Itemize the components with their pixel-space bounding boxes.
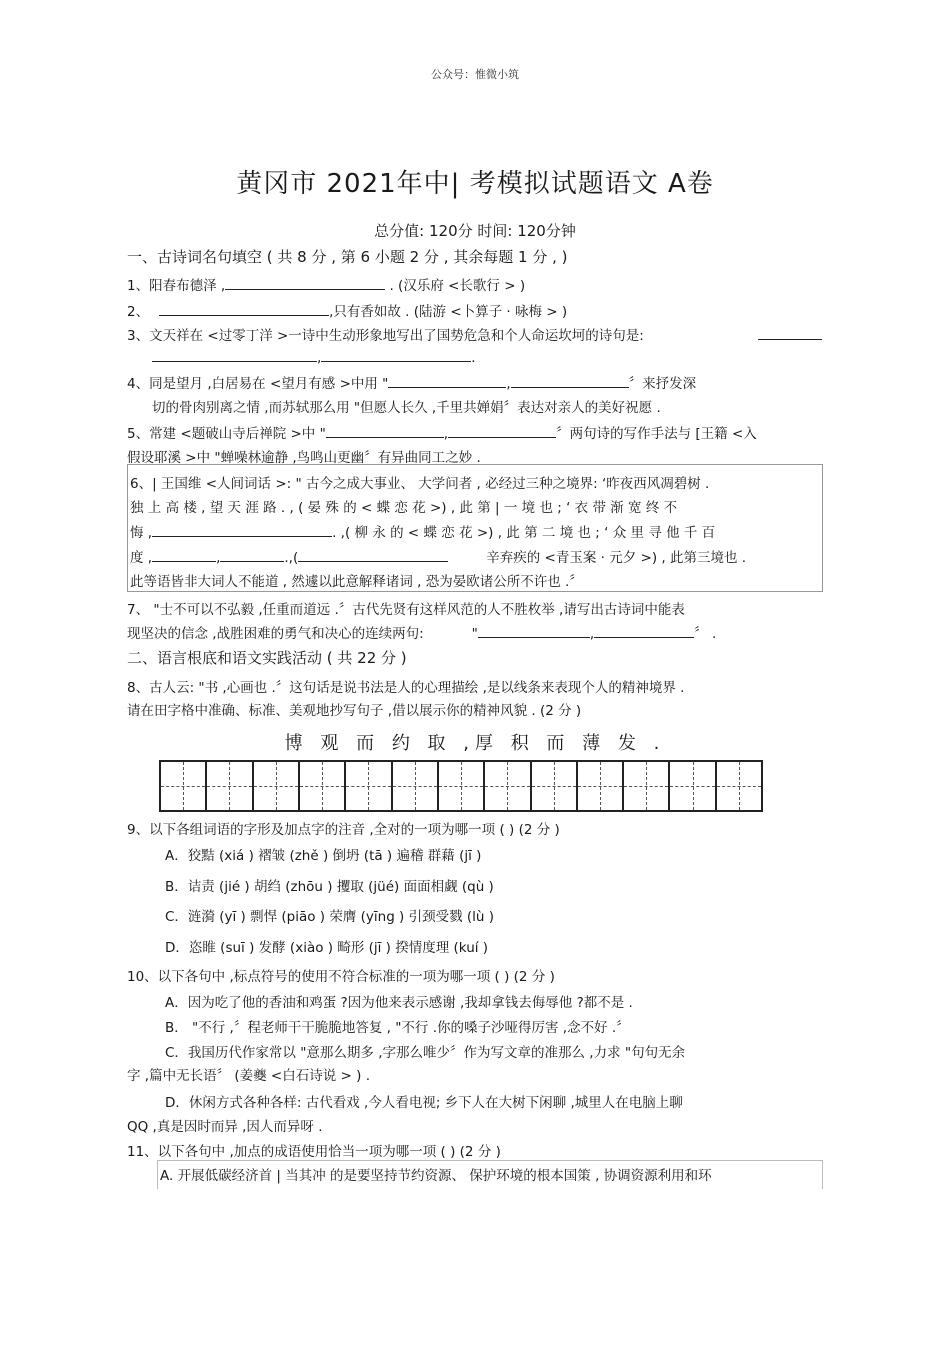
question-7-line-1: 7、 "士不可以不弘毅 ,任重而道远 .〞古代先贤有这样风范的人不胜枚举 ,请写出古诗词中能表 [127,602,685,618]
q7-quote-open: " [471,626,478,642]
question-5-line-1 [127,422,757,442]
q7-answer-blank-2[interactable] [594,624,694,638]
q6-answer-blank-1[interactable] [152,523,332,537]
section-heading-2: 二、语言根底和语文实践活动 ( 共 22 分 ) [127,649,407,667]
q5-answer-blank-1[interactable] [326,424,444,438]
q2-text-b: ,只有香如故 . (陆游 <卜算子 · 咏梅 > ) [329,304,568,320]
question-3-line-2 [152,348,476,366]
q10-option-c-line-2: 字 ,篇中无长语〞 (姜夔 <白石诗说 > ) . [127,1068,370,1084]
q5-text-c: 〞两句诗的写作手法与 [王籍 <入 [556,426,757,442]
q4-answer-blank-2[interactable] [511,374,629,388]
header-text: 公众号：惟微小筑 [431,68,519,81]
grid-cell[interactable] [530,762,576,810]
question-11-stem: 11、以下各句中 ,加点的成语使用恰当一项为哪一项 ( ) (2 分 ) [127,1144,501,1160]
grid-cell[interactable] [668,762,714,810]
q4-text-c: 〞来抒发深 [628,376,697,392]
question-6-line-4 [130,546,746,566]
q3-period: . [471,350,476,366]
q10-option-d-line-2: QQ ,真是因时而异 ,因人而异呀 . [127,1119,323,1135]
grid-cell[interactable] [161,762,205,810]
question-6-line-3 [130,521,715,541]
q10-option-a[interactable]: A．因为吃了他的香油和鸡蛋 ?因为他来表示感谢 ,我却拿钱去侮辱他 ?都不是 . [165,995,633,1011]
q4-comma: , [506,376,511,392]
q3-answer-blank-3[interactable] [321,348,471,362]
question-5-line-2: 假设耶溪 >中 "蝉噪林逾静 ,鸟鸣山更幽〞有异曲同工之妙 . [127,450,481,466]
question-3-line-1 [127,324,644,344]
grid-cell[interactable] [391,762,437,810]
page-subtitle: 总分值: 120分 时间: 120分钟 [374,222,576,240]
q9-option-b[interactable]: B．诘责 (jié ) 胡绉 (zhōu ) 攫取 (jüé) 面面相觑 (qù ) [165,879,494,895]
q6-answer-blank-4[interactable] [298,548,448,562]
q2-text-a: 2、 [127,304,150,320]
question-8-line-1: 8、古人云: "书 ,心画也 .〞这句话是说书法是人的心理描绘 ,是以线条来表现个人的精神境界 . [127,680,685,696]
q4-text-a: 4、同是望月 ,白居易在 <望月有感 >中用 " [127,376,389,392]
q6-l3-text-a: 悔 , [130,525,153,541]
grid-cell[interactable] [298,762,344,810]
q9-option-c[interactable]: C．涟漪 (yī ) 剽悍 (piāo ) 荣膺 (yīng ) 引颈受戮 (lù ) [165,909,495,925]
grid-cell[interactable] [252,762,298,810]
tianzige-grid[interactable] [159,760,763,812]
q3-text-a: 3、文天祥在 <过零丁洋 >一诗中生动形象地写出了国势危急和个人命运坎坷的诗句是: [127,328,644,344]
page-title: 黄冈市 2021年中| 考模拟试题语文 A卷 [236,169,714,199]
q5-comma: , [443,426,449,442]
grid-cell[interactable] [483,762,529,810]
q6-l4-comma: , [216,550,221,566]
question-4-line-2: 切的骨肉别离之情 ,而苏轼那么用 "但愿人长久 ,千里共婵娟〞表达对亲人的美好祝愿 . [152,400,661,416]
question-9-stem: 9、以下各组词语的字形及加点字的注音 ,全对的一项为哪一项 ( ) (2 分 ) [127,822,560,838]
q11-option-a[interactable]: A. 开展低碳经济首 | 当其冲 的是要坚持节约资源、 保护环境的根本国策 , 协调资源利用和环 [160,1168,712,1184]
q6-l4-text-c: .,( [284,550,299,566]
question-10-stem: 10、以下各句中 ,标点符号的使用不符合标准的一项为哪一项 ( ) (2 分 ) [127,969,555,985]
q4-answer-blank-1[interactable] [388,374,506,388]
q6-l4-text-a: 度 , [130,550,153,566]
question-6-line-1: 6、| 王国维 <人间词话 >: " 古今之成大事业、 大学问者 , 必经过三种之境界: ‘昨夜西风凋碧树 . [130,476,710,492]
q5-text-a: 5、常建 <题破山寺后禅院 >中 " [127,426,326,442]
question-6-line-2: 独 上 高 楼 , 望 天 涯 路 . , ( 晏 殊 的 < 蝶 恋 花 >) , 此 第 | 一 境 也 ; ‘ 衣 带 渐 宽 终 不 [130,500,678,516]
q9-option-a[interactable]: A．狡黠 (xiá ) 褶皱 (zhě ) 倒坍 (tā ) 遍稽 群藉 (jī ) [165,848,482,864]
q6-l3-text-b: . ,( 柳 永 的 < 蝶 恋 花 >) , 此 第 二 境 也 ; ‘ 众 里 寻 他 千 百 [332,525,716,541]
q3-answer-blank-1[interactable] [758,326,822,340]
q3-comma: , [317,350,322,366]
question-8-line-2: 请在田字格中准确、标准、美观地抄写句子 ,借以展示你的精神风貌 . (2 分 ) [127,703,582,719]
q10-option-c-line-1[interactable]: C．我国历代作家常以 "意那么期多 ,字那么唯少〞作为写文章的准那么 ,力求 "句句无余 [165,1045,686,1061]
q6-l4-text-d: 辛弃疾的 <青玉案 · 元夕 >) , 此第三境也 . [486,550,747,566]
q9-option-d[interactable]: D．恣睢 (suī ) 发酵 (xiào ) 畸形 (jī ) 揆情度理 (kuí ) [165,940,489,956]
question-1 [127,274,525,294]
question-4-line-1 [127,372,696,392]
q5-answer-blank-2[interactable] [448,424,556,438]
grid-cell[interactable] [715,762,761,810]
q1-text-b: . (汉乐府 <长歌行 > ) [389,278,526,294]
question-7-line-2 [127,622,716,642]
q7-comma: , [589,626,595,642]
question-6-line-5: 此等语皆非大词人不能道 , 然遽以此意解释诸词 , 恐为晏欧诸公所不许也 .〞 [130,574,583,590]
q3-answer-blank-2[interactable] [152,348,317,362]
grid-cell[interactable] [437,762,483,810]
section-heading-1: 一、古诗词名句填空 ( 共 8 分 , 第 6 小题 2 分 , 其余每题 1 分 , ) [127,248,568,266]
calligraphy-sentence: 博 观 而 约 取 ,厚 积 而 薄 发 . [284,733,666,754]
q6-answer-blank-3[interactable] [220,548,284,562]
grid-cell[interactable] [205,762,251,810]
q7-text-e: 〞 . [694,626,717,642]
q7-answer-blank-1[interactable] [478,624,590,638]
q10-option-b[interactable]: B． "不行 ,〞程老师干干脆脆地答复 , "不行 .你的嗓子沙哑得厉害 ,念不好 .〞 [165,1020,630,1036]
q6-answer-blank-2[interactable] [152,548,216,562]
q2-answer-blank[interactable] [159,302,329,316]
grid-cell[interactable] [344,762,390,810]
grid-cell[interactable] [576,762,622,810]
q1-answer-blank[interactable] [225,276,385,290]
q1-text-a: 1、阳春布德泽 , [127,278,226,294]
q7-text-b: 现坚决的信念 ,战胜困难的勇气和决心的连续两句: [127,626,424,642]
q10-option-d-line-1[interactable]: D．休闲方式各种各样: 古代看戏 ,今人看电视; 乡下人在大树下闲聊 ,城里人在电脑上聊 [165,1095,683,1111]
grid-cell[interactable] [622,762,668,810]
question-2 [127,300,567,320]
